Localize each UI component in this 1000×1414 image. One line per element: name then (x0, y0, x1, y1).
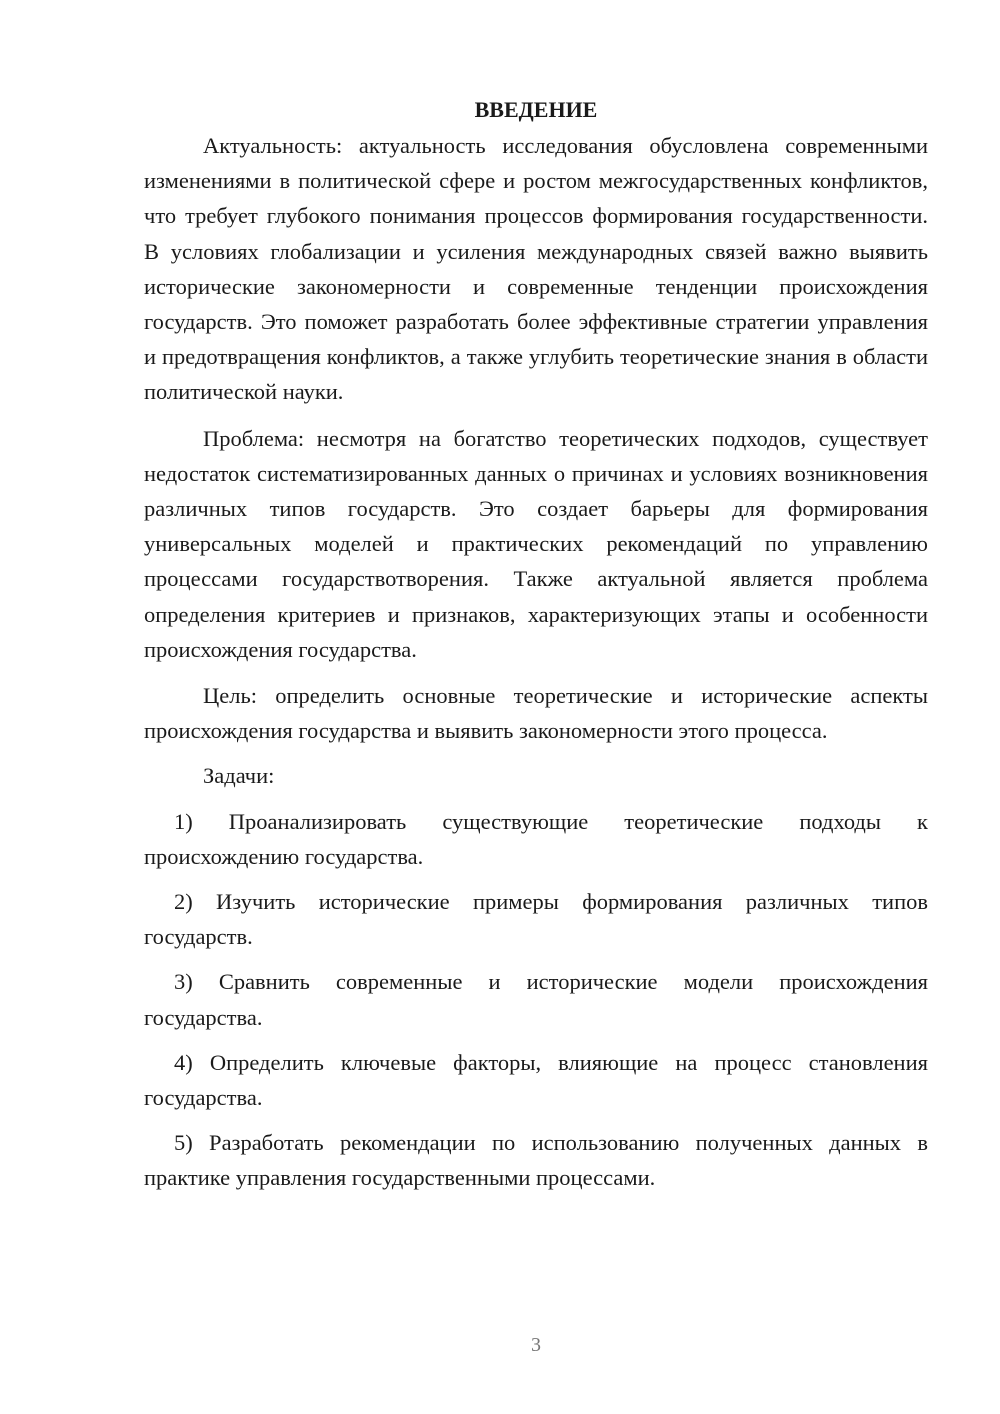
paragraph-relevance: Актуальность: актуальность исследования обусловлена современными изменениями в политической сфере и ростом межгосударственных конфликтов, что требует глубокого понимания процессов формирования государственности. В условиях глобализации и усиления международных связей важно выявить исторические закономерности и современные тенденции происхождения государств. Это поможет разработать более эффективные стратегии управления и предотвращения конфликтов, а также углубить теоретические знания в области политической науки. (144, 133, 928, 405)
task-item: 3) Сравнить современные и исторические модели происхождения государства. (144, 969, 928, 1030)
document-page (144, 93, 928, 1196)
tasks-heading: Задачи: (203, 763, 275, 789)
task-item: 5) Разработать рекомендации по использованию полученных данных в практике управления государственными процессами. (144, 1130, 928, 1191)
page-number: 3 (531, 1334, 541, 1356)
task-item: 2) Изучить исторические примеры формирования различных типов государств. (144, 889, 928, 950)
task-item: 4) Определить ключевые факторы, влияющие на процесс становления государства. (144, 1049, 928, 1111)
page-title: ВВЕДЕНИЕ (474, 97, 598, 122)
paragraph-goal: Цель: определить основные теоретические и исторические аспекты происхождения государства и выявить закономерности этого процесса. (144, 683, 928, 744)
paragraph-problem: Проблема: несмотря на богатство теоретических подходов, существует недостаток систематизированных данных о причинах и условиях возникновения различных типов государств. Это создает барьеры для формирования универсальных моделей и практических рекомендаций по управлению процессами государствотворения. Также актуальной является проблема определения критериев и признаков, характеризующих этапы и особенности происхождения государства. (144, 425, 928, 662)
task-item: 1) Проанализировать существующие теоретические подходы к происхождению государства. (144, 808, 928, 869)
